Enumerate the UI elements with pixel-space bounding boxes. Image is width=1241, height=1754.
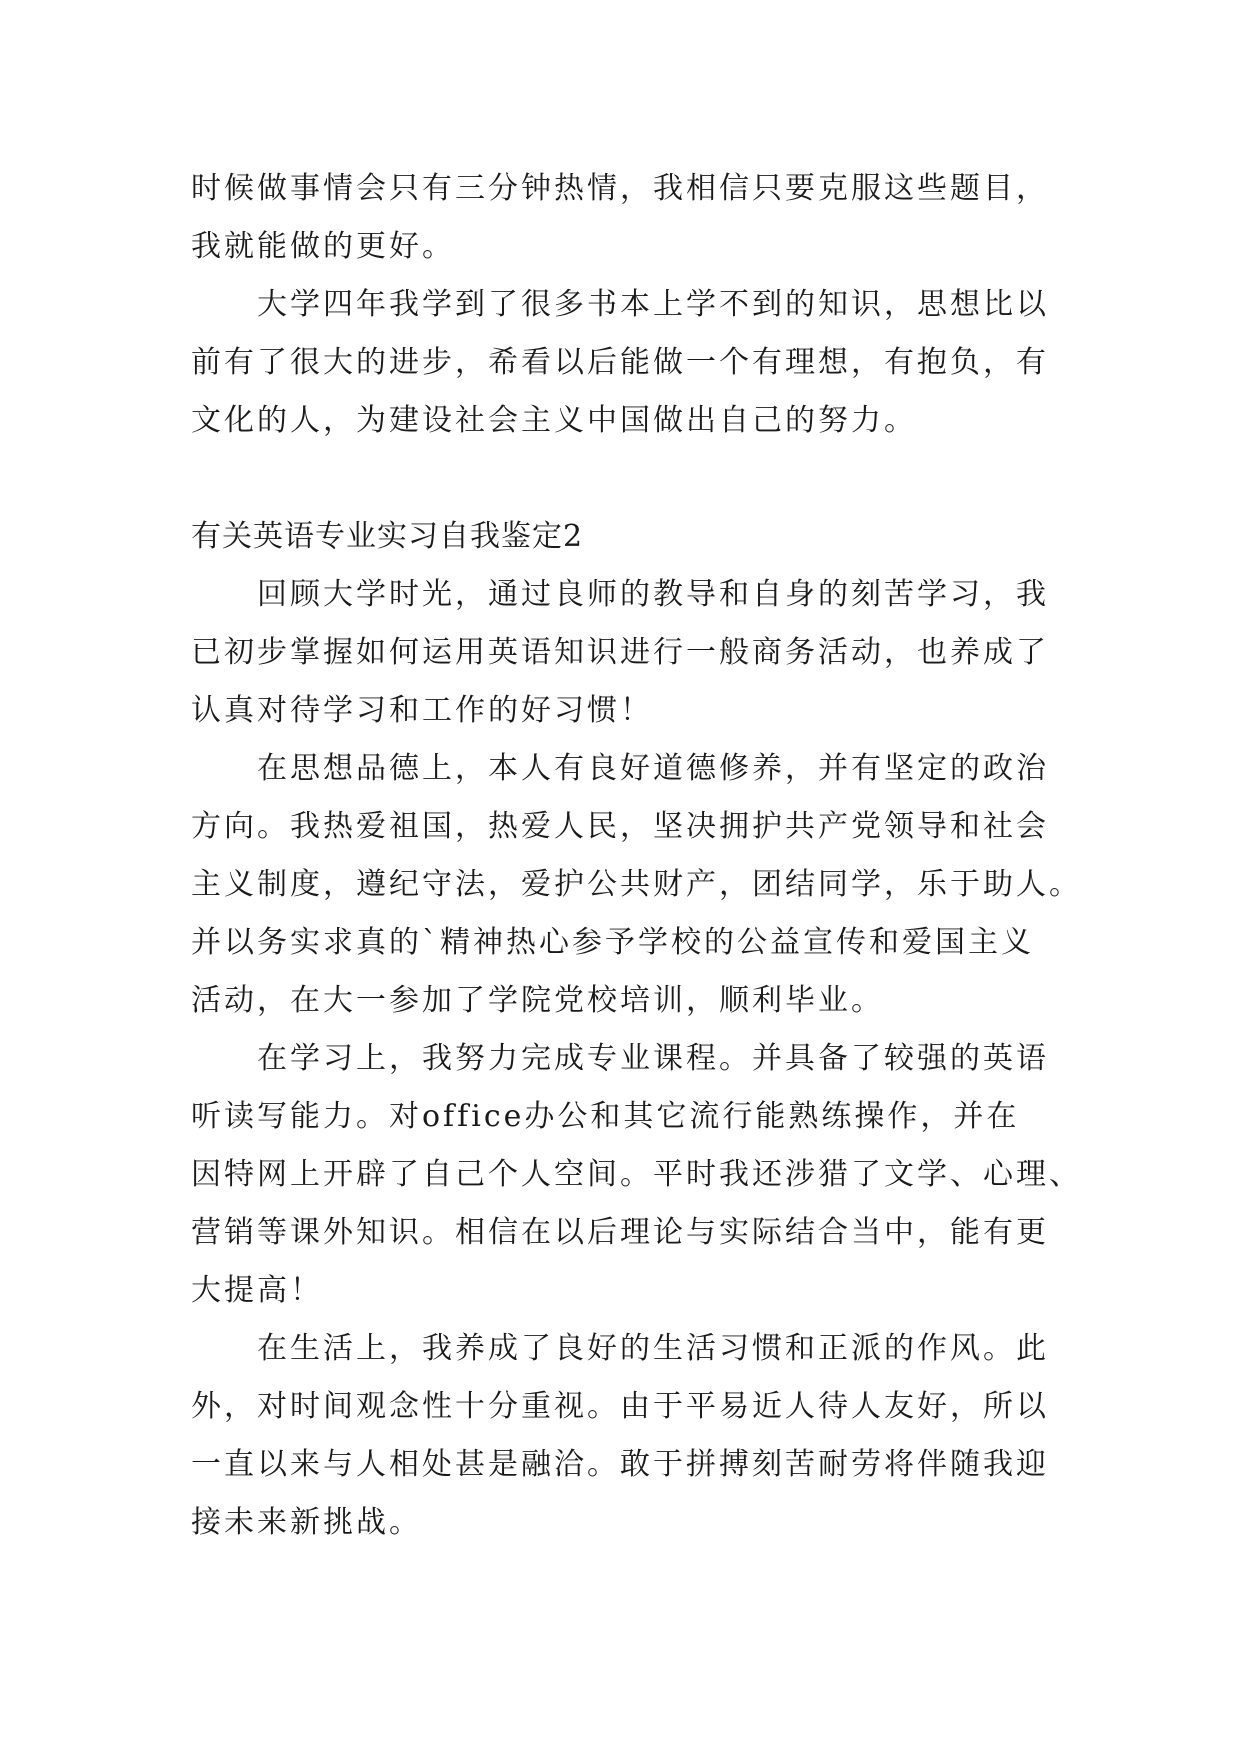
text-line: 时候做事情会只有三分钟热情，我相信只要克服这些题目，	[191, 171, 1049, 206]
paragraph-start-line: 大学四年我学到了很多书本上学不到的知识，思想比以	[257, 287, 1049, 322]
paragraph-start-line: 在学习上，我努力完成专业课程。并具备了较强的英语	[257, 1041, 1049, 1076]
text-line: 听读写能力。对office办公和其它流行能熟练操作，并在	[191, 1099, 1020, 1134]
section-title: 有关英语专业实习自我鉴定2	[191, 519, 584, 554]
text-line: 营销等课外知识。相信在以后理论与实际结合当中，能有更	[191, 1215, 1049, 1250]
text-line: 认真对待学习和工作的好习惯！	[191, 693, 653, 728]
text-line: 活动，在大一参加了学院党校培训，顺利毕业。	[191, 983, 884, 1018]
paragraph-start-line: 在思想品德上，本人有良好道德修养，并有坚定的政治	[257, 751, 1049, 786]
text-line: 并以务实求真的`精神热心参予学校的公益宣传和爱国主义	[191, 925, 1034, 960]
section-spacer	[191, 450, 1071, 508]
text-line: 我就能做的更好。	[191, 229, 455, 264]
text-line: 已初步掌握如何运用英语知识进行一般商务活动，也养成了	[191, 635, 1049, 670]
text-line: 文化的人，为建设社会主义中国做出自己的努力。	[191, 403, 917, 438]
text-line: 一直以来与人相处甚是融洽。敢于拼搏刻苦耐劳将伴随我迎	[191, 1447, 1049, 1482]
paragraph-start-line: 回顾大学时光，通过良师的教导和自身的刻苦学习，我	[257, 577, 1049, 612]
paragraph-start-line: 在生活上，我养成了良好的生活习惯和正派的作风。此	[257, 1331, 1049, 1366]
text-line: 主义制度，遵纪守法，爱护公共财产，团结同学，乐于助人。	[191, 867, 1082, 902]
text-line: 前有了很大的进步，希看以后能做一个有理想，有抱负，有	[191, 345, 1049, 380]
text-line: 方向。我热爱祖国，热爱人民，坚决拥护共产党领导和社会	[191, 809, 1049, 844]
text-line: 接未来新挑战。	[191, 1505, 422, 1540]
text-line: 因特网上开辟了自己个人空间。平时我还涉猎了文学、心理、	[191, 1157, 1082, 1192]
document-body	[191, 160, 1082, 1552]
text-line: 大提高！	[191, 1273, 323, 1308]
text-line: 外，对时间观念性十分重视。由于平易近人待人友好，所以	[191, 1389, 1049, 1424]
